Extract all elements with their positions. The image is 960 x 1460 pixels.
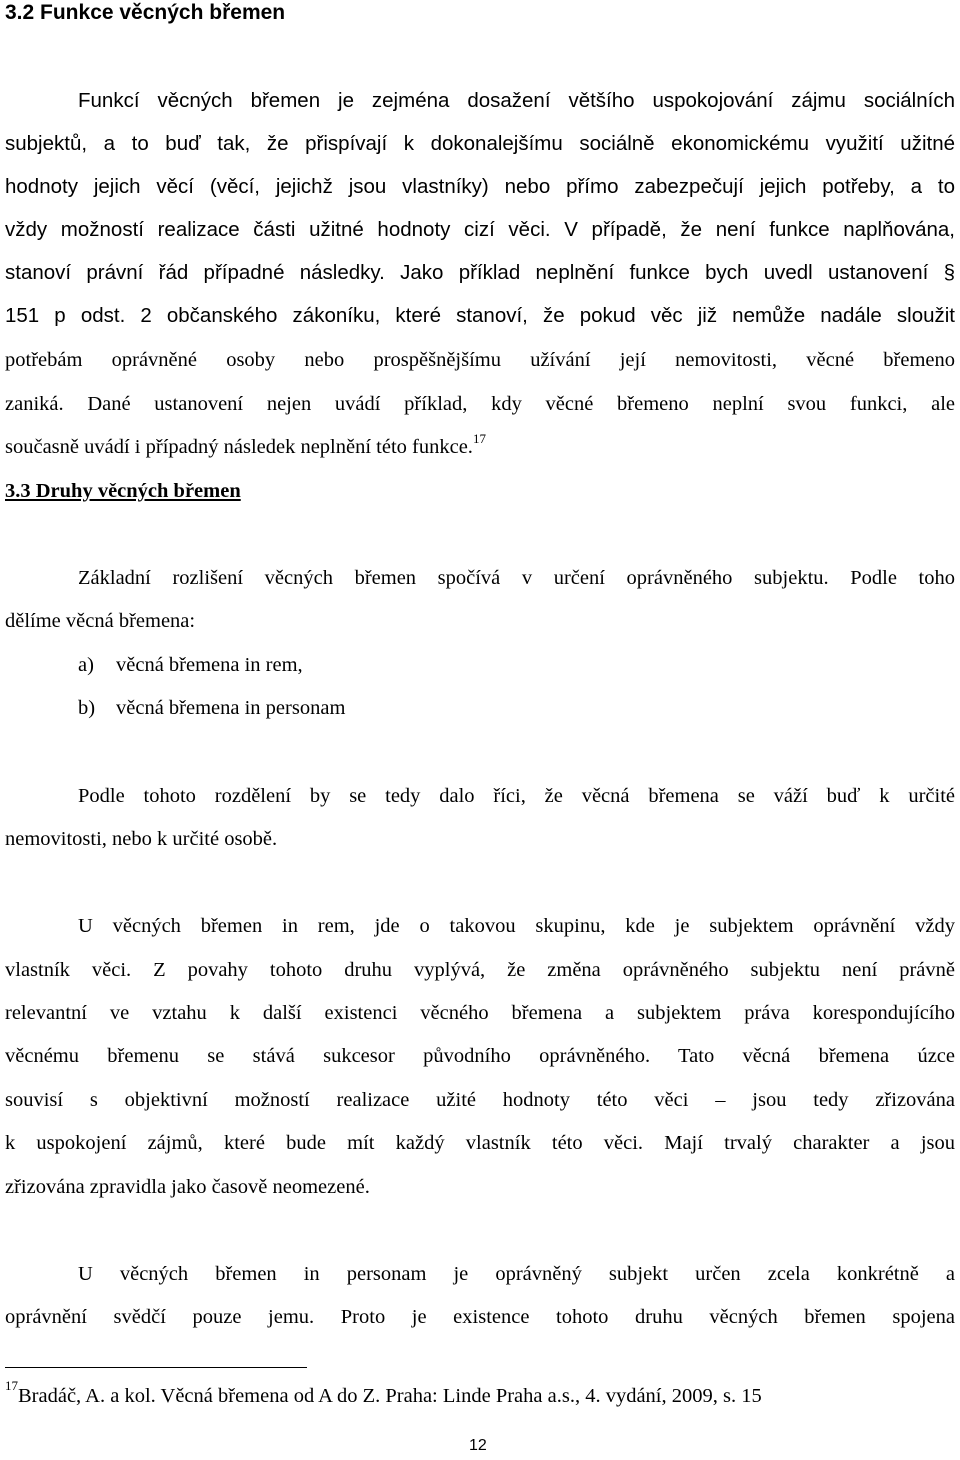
para1-line-6: 151 p odst. 2 občanského zákoníku, které stanoví, že pokud věc již nemůže nadále sloužit xyxy=(5,304,955,327)
para1-line-2: subjektů, a to buď tak, že přispívají k dokonalejšímu sociálně ekonomickému využití užitné xyxy=(5,132,955,155)
para4-line-3: relevantní ve vztahu k další existenci věcného břemena a subjektem práva korespondujícího xyxy=(5,1002,955,1024)
para3-line-2: nemovitosti, nebo k určité osobě. xyxy=(5,828,278,850)
para1-last-text: současně uvádí i případný následek neplnění této funkce. xyxy=(5,436,473,458)
para1-line-5: stanoví právní řád případné následky. Jako příklad neplnění funkce bych uvedl ustanovení § xyxy=(5,261,955,284)
para4-line-5: souvisí s objektivní možností realizace užité hodnoty této věci – jsou tedy zřizována xyxy=(5,1089,955,1111)
section-heading-3-3: 3.3 Druhy věcných břemen xyxy=(5,480,241,502)
para1-line-1: Funkcí věcných břemen je zejména dosažení většího uspokojování zájmu sociálních xyxy=(78,89,955,112)
page-number: 12 xyxy=(469,1437,487,1454)
footnote-text: Bradáč, A. a kol. Věcná břemena od A do Z. Praha: Linde Praha a.s., 4. vydání, 2009, s. 15 xyxy=(18,1385,762,1407)
para4-line-2: vlastník věci. Z povahy tohoto druhu vyplývá, že změna oprávněného subjektu není právně xyxy=(5,959,955,981)
footnote xyxy=(5,1378,762,1408)
para4-line-6: k uspokojení zájmů, které bude mít každý vlastník této věci. Mají trvalý charakter a jsou xyxy=(5,1132,955,1154)
section-heading-3-2: 3.2 Funkce věcných břemen xyxy=(5,1,286,24)
footnote-number: 17 xyxy=(5,1378,18,1393)
para1-line-4: vždy možností realizace části užitné hodnoty cizí věci. V případě, že není funkce naplňována, xyxy=(5,218,955,241)
list-item xyxy=(78,653,303,677)
para2-line-1: Základní rozlišení věcných břemen spočívá v určení oprávněného subjektu. Podle toho xyxy=(78,567,955,589)
para5-line-1: U věcných břemen in personam je oprávněný subjekt určen zcela konkrétně a xyxy=(78,1263,955,1285)
para2-line-2: dělíme věcná břemena: xyxy=(5,610,196,632)
footnote-separator xyxy=(5,1367,307,1368)
para1-line-8: zaniká. Dané ustanovení nejen uvádí příklad, kdy věcné břemeno neplní svou funkci, ale xyxy=(5,393,955,415)
para1-line-3: hodnoty jejich věcí (věcí, jejichž jsou vlastníky) nebo přímo zabezpečují jejich potřeby, a to xyxy=(5,175,955,198)
list-item-text: věcná břemena in rem, xyxy=(116,654,303,676)
list-marker: b) xyxy=(78,697,96,719)
footnote-reference[interactable]: 17 xyxy=(472,431,486,446)
para4-line-4: věcnému břemenu se stává sukcesor původního oprávněného. Tato věcná břemena úzce xyxy=(5,1045,955,1067)
list-item xyxy=(78,696,345,720)
list-item-text: věcná břemena in personam xyxy=(116,697,346,719)
para4-line-1: U věcných břemen in rem, jde o takovou skupinu, kde je subjektem oprávnění vždy xyxy=(78,915,955,937)
para1-line-7: potřebám oprávněné osoby nebo prospěšnějšímu užívání její nemovitosti, věcné břemeno xyxy=(5,349,955,371)
para1-line-9 xyxy=(5,431,486,459)
para4-line-7: zřizována zpravidla jako časově neomezené. xyxy=(5,1176,370,1198)
para3-line-1: Podle tohoto rozdělení by se tedy dalo říci, že věcná břemena se váží buď k určité xyxy=(78,785,955,807)
para5-line-2: oprávnění svědčí pouze jemu. Proto je existence tohoto druhu věcných břemen spojena xyxy=(5,1306,955,1328)
list-marker: a) xyxy=(78,654,94,676)
